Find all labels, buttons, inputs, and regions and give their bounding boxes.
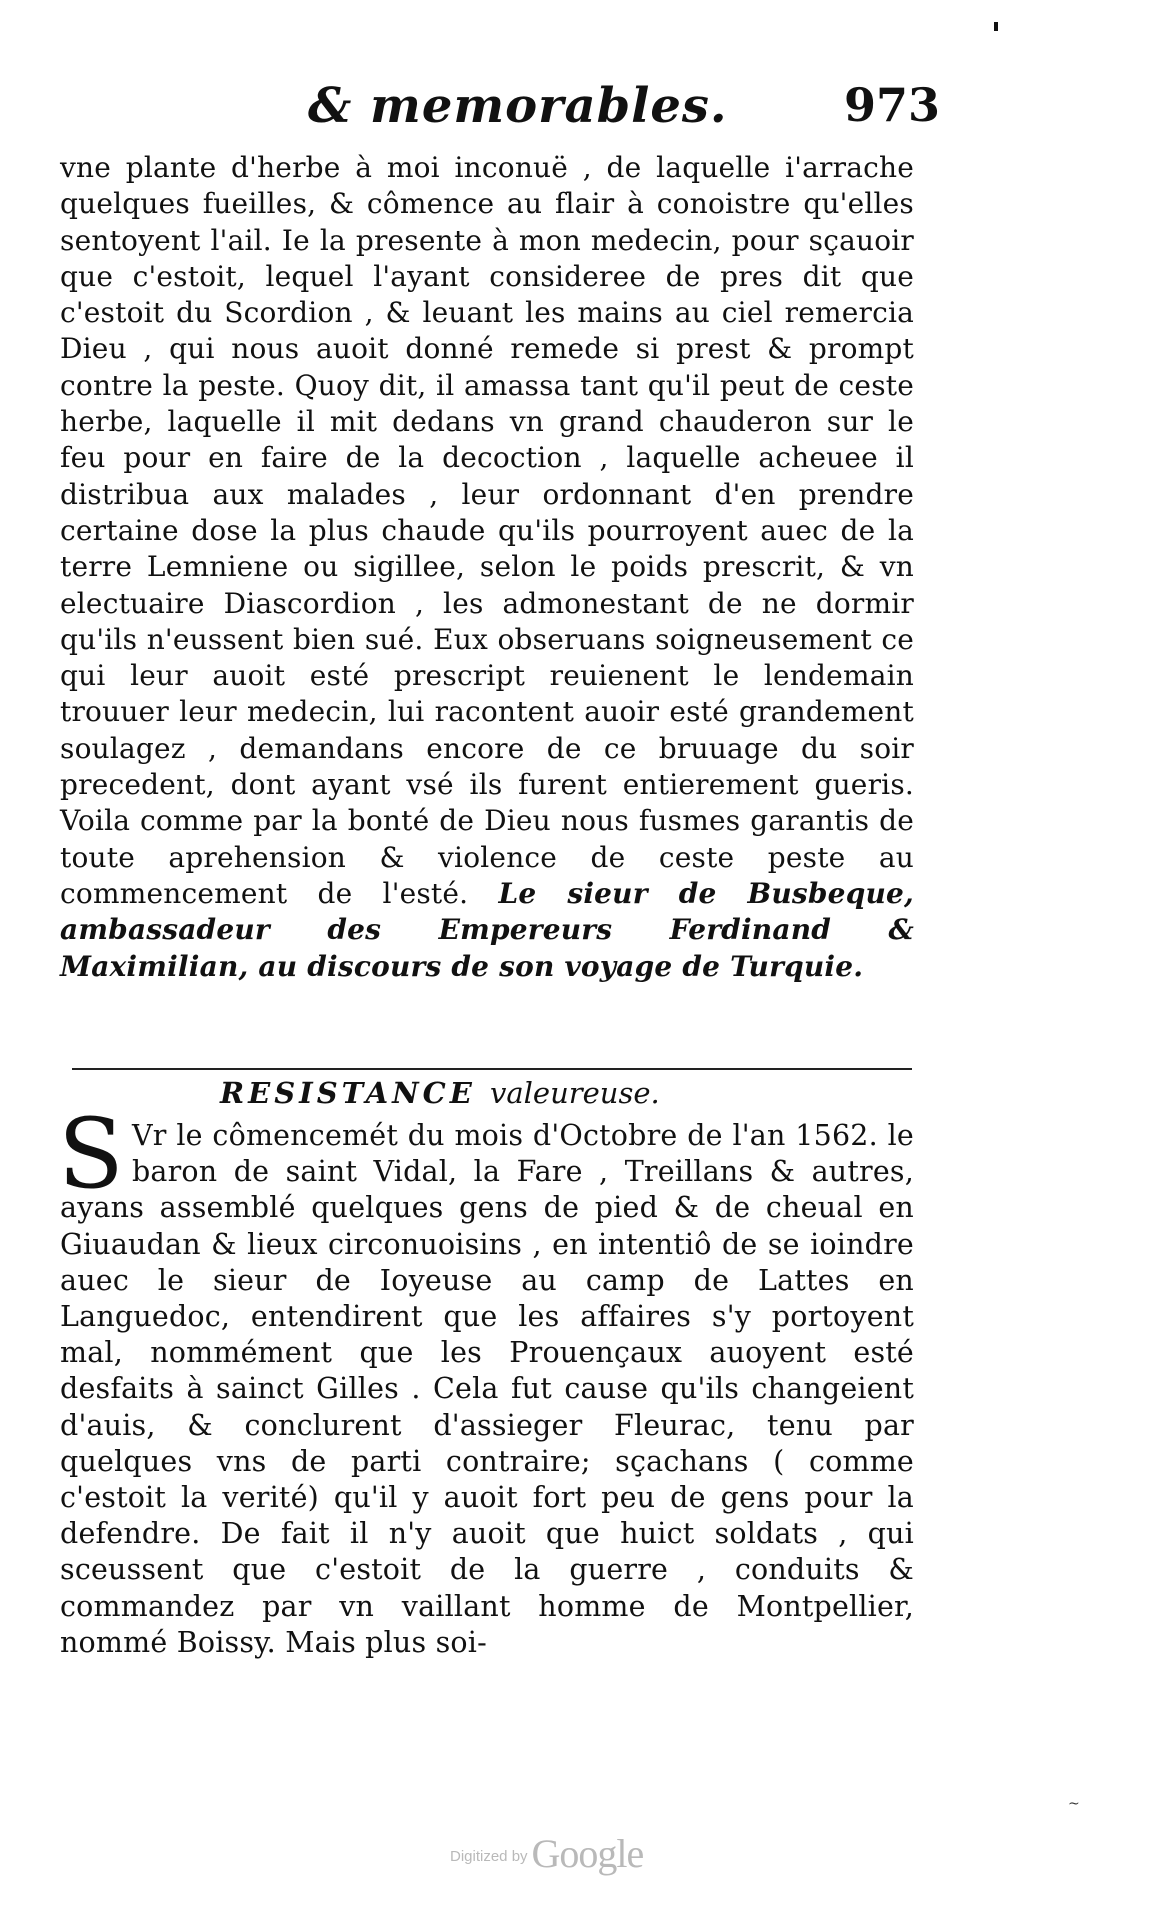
section-heading — [220, 1076, 660, 1110]
paragraph-continued — [60, 150, 914, 985]
paragraph-text: vne plante d'herbe à moi inconuë , de laquelle i'arrache quelques fueilles, & cômence au flair à conoistre qu'elles sentoyent l'ail. Ie la presente à mon medecin, pour sçauoir que c'estoit, lequel l'ayant consideree de pres dit que c'estoit du Scordion , & leuant les mains au ciel remercia Dieu , qui nous auoit donné remede si prest & prompt contre la peste. Quoy dit, il amassa tant qu'il peut de ceste herbe, laquelle il mit dedans vn grand chauderon sur le feu pour en faire de la decoction , laquelle acheuee il distribua aux malades , leur ordonnant d'en prendre certaine dose la plus chaude qu'ils pourroyent auec de la terre Lemniene ou sigillee, selon le poids prescrit, & vn electuaire Diascordion , les admonestant de ne dormir qu'ils n'eussent bien sué. Eux obseruans soigneusement ce qui leur auoit esté prescript reuienent le lendemain trouuer leur medecin, lui racontent auoir esté grandement soulagez , demandans encore de ce bruuage du soir precedent, dont ayant vsé ils furent entierement gueris. Voila comme par la bonté de Dieu nous fusmes garantis de toute aprehension & violence de ceste peste au commencement de l'esté. — [60, 151, 914, 910]
digitized-label: Digitized by — [450, 1848, 528, 1865]
section-paragraph-text: Vr le cômencemét du mois d'Octobre de l'an 1562. le baron de saint Vidal, la Fare , Treillans & autres, ayans assemblé quelques gens de pied & de cheual en Giuaudan & lieux circonuoisins , en intentiô de se ioindre auec le sieur de Ioyeuse au camp de Lattes en Languedoc, entendirent que les affaires s'y portoyent mal, nommément que les Prouençaux auoyent esté desfaits à sainct Gilles . Cela fut cause qu'ils changeient d'auis, & conclurent d'assieger Fleurac, tenu par quelques vns de parti contraire; sçachans ( comme c'estoit la verité) qu'il y auoit fort peu de gens pour la defendre. De fait il n'y auoit que huict soldats , qui sceussent que c'estoit de la guerre , conduits & commandez par vn vaillant homme de Montpellier, nommé Boissy. Mais plus soi- — [60, 1119, 914, 1659]
margin-mark: ~ — [1068, 1796, 1080, 1812]
google-brand: Google — [531, 1831, 644, 1876]
digitized-watermark — [450, 1830, 750, 1880]
ink-speck — [994, 22, 998, 31]
section-divider — [72, 1068, 912, 1070]
page-number: 973 — [843, 78, 940, 132]
section-heading-title: RESISTANCE — [220, 1076, 476, 1110]
source-citation: Le sieur de Busbeque, ambassadeur des Empereurs Ferdinand & Maximilian, au discours de son voyage de Turquie. — [60, 876, 914, 983]
section-heading-suffix: valeureuse. — [489, 1076, 660, 1110]
drop-cap: S — [58, 1098, 124, 1210]
page-header — [300, 78, 940, 148]
running-head: & memorables. — [308, 78, 728, 134]
section-paragraph — [58, 1098, 914, 1661]
